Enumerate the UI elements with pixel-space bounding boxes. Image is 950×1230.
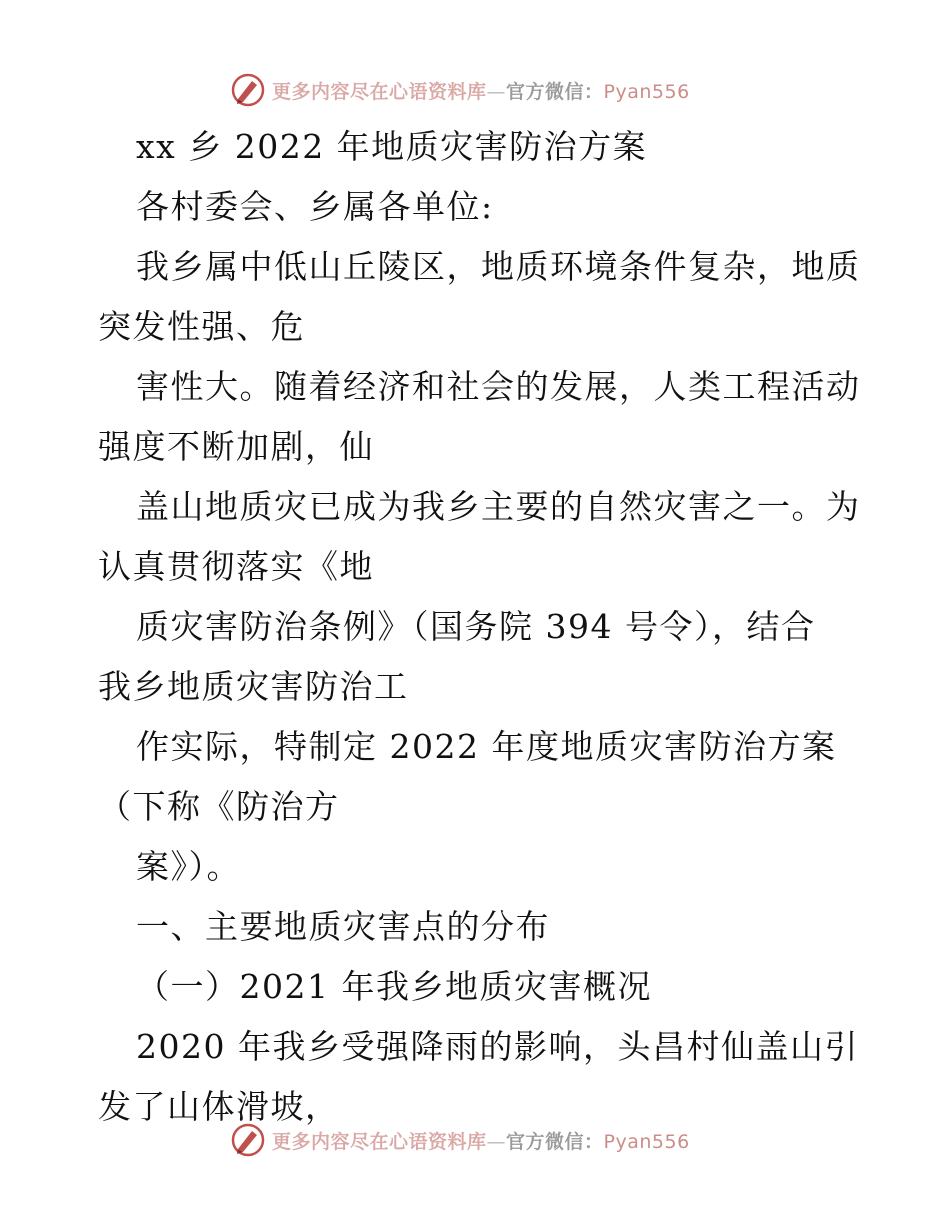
document-title: xx 乡 2022 年地质灾害防治方案: [136, 127, 648, 166]
paragraph-line: 2020 年我乡受强降雨的影响，头昌村仙盖山引: [136, 1027, 859, 1066]
watermark-label: 官方微信：: [506, 80, 604, 103]
paragraph-line: 盖山地质灾已成为我乡主要的自然灾害之一。为: [136, 487, 861, 526]
section-heading: 一、主要地质灾害点的分布: [136, 907, 550, 946]
paragraph-line: （下称《防治方: [98, 787, 340, 826]
salutation: 各村委会、乡属各单位:: [136, 187, 494, 226]
paragraph-line: 案》）。: [136, 847, 241, 886]
footer-watermark: [230, 1120, 690, 1160]
paragraph-line: 我乡地质灾害防治工: [98, 667, 409, 706]
watermark-separator: —: [486, 80, 507, 103]
watermark-label: 官方微信：: [506, 1130, 604, 1153]
document-body: [98, 122, 861, 1142]
watermark-wechat-id: Pyan556: [603, 1130, 690, 1153]
paragraph-line: 害性大。随着经济和社会的发展，人类工程活动: [136, 367, 861, 406]
paragraph-line: 认真贯彻落实《地: [98, 547, 374, 586]
watermark-brand: 更多内容尽在心语资料库: [272, 80, 487, 103]
watermark-brand: 更多内容尽在心语资料库: [272, 1130, 487, 1153]
header-watermark: [230, 70, 690, 110]
watermark-wechat-id: Pyan556: [603, 80, 690, 103]
paragraph-line: 突发性强、危: [98, 307, 305, 346]
subsection-heading: （一）2021 年我乡地质灾害概况: [136, 967, 652, 1006]
paragraph-line: 质灾害防治条例》（国务院 394 号令），结合: [136, 607, 816, 646]
pen-logo-icon: [230, 1122, 266, 1158]
pen-logo-icon: [230, 72, 266, 108]
watermark-separator: —: [486, 1130, 507, 1153]
paragraph-line: 发了山体滑坡，: [98, 1087, 340, 1126]
paragraph-line: 我乡属中低山丘陵区，地质环境条件复杂，地质: [136, 247, 861, 286]
paragraph-line: 作实际，特制定 2022 年度地质灾害防治方案: [136, 727, 837, 766]
paragraph-line: 强度不断加剧，仙: [98, 427, 374, 466]
